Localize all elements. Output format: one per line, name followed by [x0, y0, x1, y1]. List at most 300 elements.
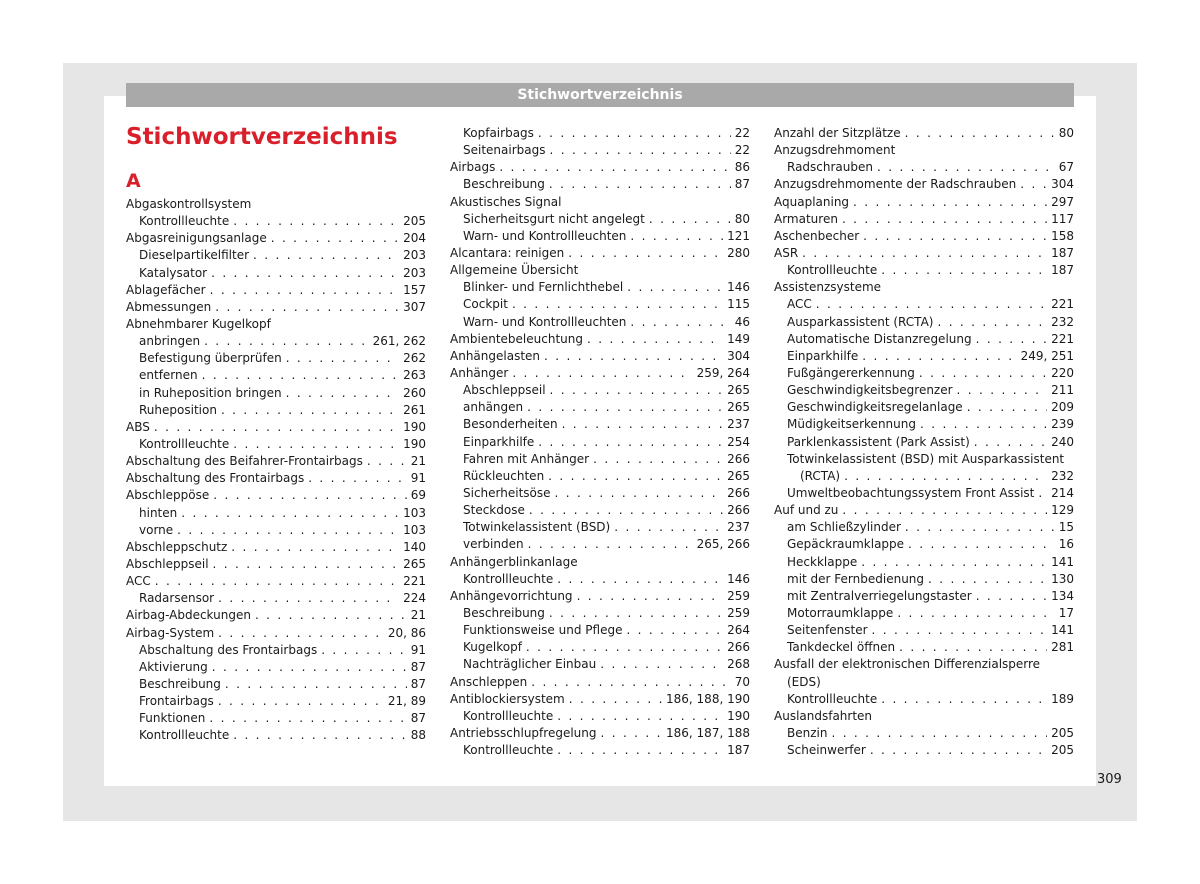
index-term: Airbags [450, 160, 496, 175]
index-page-refs: 186, 187, 188 [666, 725, 750, 740]
dot-leader [601, 725, 663, 742]
index-term: Benzin [787, 725, 828, 740]
index-entry [450, 674, 750, 691]
index-entry [126, 470, 426, 487]
dot-leader [562, 416, 724, 433]
index-entry [126, 625, 426, 642]
index-entry [774, 416, 1074, 433]
index-page-refs: 261 [403, 402, 426, 417]
index-page-refs: 281 [1051, 640, 1074, 655]
dot-leader [154, 419, 399, 436]
index-entry [450, 194, 750, 211]
index-term: Kontrollleuchte [463, 708, 554, 723]
index-page-refs: 22 [734, 143, 750, 158]
index-entry [774, 262, 1074, 279]
index-page-refs: 263 [403, 368, 426, 383]
index-entry [774, 451, 1074, 468]
dot-leader [649, 211, 731, 228]
dot-leader [549, 605, 723, 622]
index-entry [450, 554, 750, 571]
index-page-refs: 262 [403, 351, 426, 366]
index-page-refs: 237 [727, 520, 750, 535]
index-entry [774, 639, 1074, 656]
index-page-refs: 297 [1051, 194, 1074, 209]
index-term: Ausparkassistent (RCTA) [787, 314, 934, 329]
section-letter: A [126, 170, 141, 192]
dot-leader [974, 434, 1047, 451]
index-entry [450, 451, 750, 468]
dot-leader [286, 385, 400, 402]
index-term: Ablagefächer [126, 282, 206, 297]
index-term: Rückleuchten [463, 468, 545, 483]
index-term: Kopfairbags [463, 126, 534, 140]
dot-leader [549, 176, 731, 193]
index-page-refs: 209 [1051, 400, 1074, 415]
index-entry [126, 299, 426, 316]
dot-leader [526, 639, 723, 656]
dot-leader [577, 588, 724, 605]
index-entry [126, 539, 426, 556]
index-page-refs: 260 [403, 385, 426, 400]
index-term: Abschleppseil [463, 383, 546, 398]
index-term: anhängen [463, 400, 524, 415]
index-term: Frontairbags [139, 694, 214, 709]
index-term: Abschaltung des Frontairbags [139, 642, 318, 657]
index-term: (EDS) [787, 674, 821, 689]
index-page-refs: 237 [727, 417, 750, 432]
dot-leader [211, 265, 399, 282]
index-page-refs: 307 [403, 299, 426, 314]
index-entry [450, 622, 750, 639]
index-term: Kontrollleuchte [139, 728, 230, 743]
index-entry [774, 588, 1074, 605]
index-page-refs: 149 [727, 331, 750, 346]
index-term: Fahren mit Anhänger [463, 451, 590, 466]
dot-leader [587, 331, 723, 348]
index-page-refs: 304 [727, 348, 750, 363]
index-page-refs: 115 [727, 297, 750, 312]
dot-leader [626, 622, 723, 639]
index-entry [126, 316, 426, 333]
dot-leader [253, 247, 399, 264]
dot-leader [928, 571, 1047, 588]
dot-leader [512, 365, 692, 382]
index-term: Parklenkassistent (Park Assist) [787, 434, 970, 449]
index-page-refs: 264 [727, 623, 750, 638]
dot-leader [557, 708, 723, 725]
index-entry [450, 176, 750, 193]
dot-leader [1020, 176, 1047, 193]
dot-leader [937, 314, 1047, 331]
index-page-refs: 203 [403, 265, 426, 280]
index-term: Geschwindigkeitsregelanlage [787, 400, 963, 415]
index-entry [126, 385, 426, 402]
index-term: Scheinwerfer [787, 743, 866, 758]
index-page-refs: 304 [1051, 177, 1074, 192]
index-term: Automatische Distanzregelung [787, 331, 972, 346]
index-term: Totwinkelassistent (BSD) [463, 520, 611, 535]
index-page-refs: 214 [1051, 485, 1074, 500]
dot-leader [897, 605, 1054, 622]
index-term: Katalysator [139, 265, 208, 280]
index-entry [126, 505, 426, 522]
index-entry [774, 245, 1074, 262]
dot-leader [548, 468, 723, 485]
index-term: Aschenbecher [774, 228, 860, 243]
index-term: Warn- und Kontrollleuchten [463, 314, 627, 329]
index-term: Blinker- und Fernlichthebel [463, 280, 624, 295]
index-page-refs: 158 [1051, 228, 1074, 243]
index-term: Beschreibung [139, 676, 221, 691]
index-entry [126, 642, 426, 659]
index-page-refs: 259 [727, 588, 750, 603]
index-entry [126, 693, 426, 710]
index-term: Cockpit [463, 297, 508, 312]
dot-leader [861, 554, 1047, 571]
index-entry [774, 536, 1074, 553]
index-term: Anhängerblinkanlage [450, 554, 578, 569]
index-page-refs: 240 [1051, 434, 1074, 449]
index-entry [450, 399, 750, 416]
index-page-refs: 211 [1051, 383, 1074, 398]
dot-leader [233, 436, 399, 453]
index-entry [126, 333, 426, 350]
dot-leader [255, 607, 407, 624]
index-term: Anhängelasten [450, 348, 541, 363]
index-term: Ruheposition [139, 402, 217, 417]
dot-leader [531, 674, 731, 691]
index-entry [450, 588, 750, 605]
index-page-refs: 268 [727, 657, 750, 672]
index-page-refs: 254 [727, 434, 750, 449]
index-term: Anschleppen [450, 674, 528, 689]
index-entry [450, 245, 750, 262]
index-entry [450, 314, 750, 331]
index-term: Armaturen [774, 211, 838, 226]
dot-leader [225, 676, 407, 693]
dot-leader [802, 245, 1047, 262]
index-entry [774, 554, 1074, 571]
index-term: Kontrollleuchte [139, 436, 230, 451]
index-page-refs: 46 [734, 314, 750, 329]
index-entry [450, 742, 750, 759]
index-entry [126, 710, 426, 727]
page-title: Stichwortverzeichnis [126, 124, 398, 150]
index-entry [450, 211, 750, 228]
index-page-refs: 121 [727, 228, 750, 243]
dot-leader [881, 691, 1047, 708]
index-page-refs: 187 [727, 743, 750, 758]
index-entry [450, 656, 750, 673]
dot-leader [881, 262, 1047, 279]
index-entry [774, 142, 1074, 159]
index-term: anbringen [139, 334, 201, 349]
index-term: Einparkhilfe [463, 434, 535, 449]
index-entry [450, 468, 750, 485]
dot-leader [218, 693, 384, 710]
index-term: Allgemeine Übersicht [450, 263, 579, 278]
index-term: Geschwindigkeitsbegrenzer [787, 383, 953, 398]
dot-leader [627, 279, 723, 296]
index-entry [126, 607, 426, 624]
index-page-refs: 221 [1051, 331, 1074, 346]
index-term: Totwinkelassistent (BSD) mit Ausparkassistent [787, 451, 1065, 466]
index-term: Aquaplaning [774, 194, 850, 209]
dot-leader [905, 125, 1055, 142]
index-entry [126, 213, 426, 230]
index-term: Seitenfenster [787, 623, 868, 638]
index-page-refs: 190 [727, 708, 750, 723]
index-entry [774, 279, 1074, 296]
index-term: Kontrollleuchte [463, 743, 554, 758]
index-entry [774, 656, 1074, 673]
index-page-refs: 190 [403, 419, 426, 434]
index-page-refs: 129 [1051, 503, 1074, 518]
index-entry [450, 536, 750, 553]
dot-leader [957, 382, 1048, 399]
dot-leader [204, 333, 369, 350]
index-page-refs: 88 [410, 728, 426, 743]
index-term: Abschleppseil [126, 556, 209, 571]
index-page-refs: 249, 251 [1020, 348, 1074, 363]
index-entry [774, 691, 1074, 708]
index-entry [774, 708, 1074, 725]
index-entry [450, 434, 750, 451]
dot-leader [569, 691, 662, 708]
index-term: Beschreibung [463, 177, 545, 192]
index-page-refs: 205 [1051, 743, 1074, 758]
index-entry [126, 350, 426, 367]
index-entry [126, 247, 426, 264]
dot-leader [218, 590, 399, 607]
index-term: Antriebsschlupfregelung [450, 725, 597, 740]
index-page-refs: 15 [1058, 520, 1074, 535]
index-term: Sicherheitsgurt nicht angelegt [463, 211, 645, 226]
index-entry [450, 348, 750, 365]
index-term: Anzugsdrehmoment [774, 143, 896, 158]
index-page-refs: 265, 266 [696, 537, 750, 552]
index-page-refs: 21 [410, 608, 426, 623]
index-page-refs: 22 [734, 126, 750, 140]
index-term: Antiblockiersystem [450, 691, 565, 706]
index-page-refs: 280 [727, 245, 750, 260]
index-entry [450, 365, 750, 382]
index-page-refs: 87 [410, 659, 426, 674]
dot-leader [862, 348, 1016, 365]
index-term: in Ruheposition bringen [139, 385, 282, 400]
index-page-refs: 186, 188, 190 [666, 691, 750, 706]
index-term: Besonderheiten [463, 417, 558, 432]
dot-leader [593, 451, 723, 468]
index-entry [450, 639, 750, 656]
index-page-refs: 70 [734, 674, 750, 689]
index-entry [774, 725, 1074, 742]
index-column-2 [450, 125, 750, 759]
index-page-refs: 87 [734, 177, 750, 192]
index-entry [774, 519, 1074, 536]
index-page-refs: 141 [1051, 554, 1074, 569]
index-page-refs: 146 [727, 571, 750, 586]
index-entry [126, 522, 426, 539]
index-term: Assistenzsysteme [774, 280, 882, 295]
index-entry [126, 659, 426, 676]
index-entry [774, 365, 1074, 382]
index-term: Fußgängererkennung [787, 365, 915, 380]
dot-leader [550, 142, 731, 159]
dot-leader [512, 296, 723, 313]
dot-leader [555, 485, 724, 502]
index-term: Radschrauben [787, 160, 873, 175]
index-page-refs: 190 [403, 436, 426, 451]
index-term: Alcantara: reinigen [450, 245, 565, 260]
dot-leader [614, 519, 723, 536]
index-page-refs: 87 [410, 676, 426, 691]
dot-leader [213, 487, 407, 504]
index-entry [450, 708, 750, 725]
index-entry [126, 453, 426, 470]
index-term: Einparkhilfe [787, 348, 859, 363]
index-entry [774, 571, 1074, 588]
index-term: Auf und zu [774, 503, 839, 518]
index-entry [450, 485, 750, 502]
index-page-refs: 205 [403, 214, 426, 229]
index-page-refs: 21 [410, 454, 426, 469]
index-page-refs: 141 [1051, 623, 1074, 638]
dot-leader [853, 194, 1047, 211]
index-entry [774, 502, 1074, 519]
index-page-refs: 265 [403, 556, 426, 571]
dot-leader [213, 556, 400, 573]
dot-leader [321, 642, 407, 659]
index-entry [126, 727, 426, 744]
index-entry [450, 605, 750, 622]
index-entry [774, 314, 1074, 331]
index-entry [774, 605, 1074, 622]
dot-leader [544, 348, 723, 365]
index-page-refs: 21, 89 [387, 694, 426, 709]
page-number: 309 [1097, 772, 1122, 787]
index-term: mit Zentralverriegelungstaster [787, 588, 972, 603]
index-term: Warn- und Kontrollleuchten [463, 228, 627, 243]
index-page-refs: 265 [727, 468, 750, 483]
index-entry [774, 468, 1074, 485]
dot-leader [630, 314, 730, 331]
dot-leader [538, 125, 731, 142]
dot-leader [155, 573, 399, 590]
index-page-refs: 86 [734, 160, 750, 175]
index-entry [450, 725, 750, 742]
index-page-refs: 232 [1051, 314, 1074, 329]
index-term: Akustisches Signal [450, 194, 562, 209]
index-entry [774, 296, 1074, 313]
index-entry [126, 419, 426, 436]
index-entry [774, 742, 1074, 759]
index-term: Abgasreinigungsanlage [126, 231, 267, 246]
dot-leader [528, 536, 693, 553]
index-entry [450, 519, 750, 536]
index-term: Seitenairbags [463, 143, 546, 158]
index-column-1 [126, 196, 426, 745]
index-entry [774, 674, 1074, 691]
dot-leader [976, 331, 1047, 348]
index-term: Anhänger [450, 365, 509, 380]
index-entry [774, 211, 1074, 228]
index-term: (RCTA) [800, 468, 841, 483]
index-term: Anhängevorrichtung [450, 588, 573, 603]
index-page-refs: 261, 262 [372, 334, 426, 349]
dot-leader [1038, 485, 1047, 502]
index-page-refs: 67 [1058, 160, 1074, 175]
dot-leader [870, 742, 1047, 759]
index-term: Nachträglicher Einbau [463, 657, 597, 672]
dot-leader [842, 211, 1047, 228]
index-page-refs: 239 [1051, 417, 1074, 432]
index-page-refs: 187 [1051, 263, 1074, 278]
index-entry [450, 416, 750, 433]
dot-leader [181, 505, 399, 522]
index-page-refs: 224 [403, 591, 426, 606]
index-entry [450, 691, 750, 708]
index-entry [126, 230, 426, 247]
dot-leader [308, 470, 407, 487]
index-page-refs: 91 [410, 642, 426, 657]
index-term: Airbag-System [126, 625, 215, 640]
index-page-refs: 103 [403, 505, 426, 520]
index-entry [774, 485, 1074, 502]
index-term: Dieselpartikelfilter [139, 248, 250, 263]
index-entry [450, 331, 750, 348]
index-term: Kontrollleuchte [787, 691, 878, 706]
index-term: Funktionsweise und Pflege [463, 623, 623, 638]
index-term: Kontrollleuchte [139, 214, 230, 229]
dot-leader [557, 571, 723, 588]
index-term: ACC [126, 574, 151, 589]
index-entry [774, 434, 1074, 451]
dot-leader [908, 536, 1055, 553]
index-entry [126, 590, 426, 607]
dot-leader [202, 367, 399, 384]
dot-leader [600, 656, 723, 673]
dot-leader [527, 399, 723, 416]
index-term: ASR [774, 245, 799, 260]
index-entry [774, 194, 1074, 211]
index-entry [774, 331, 1074, 348]
index-page-refs: 117 [1051, 211, 1074, 226]
index-entry [774, 176, 1074, 193]
index-term: Abmessungen [126, 299, 212, 314]
index-term: Abschleppöse [126, 488, 210, 503]
index-page-refs: 266 [727, 640, 750, 655]
index-page-refs: 266 [727, 451, 750, 466]
dot-leader [210, 282, 399, 299]
index-term: Motorraumklappe [787, 605, 894, 620]
dot-leader [568, 245, 723, 262]
index-term: Beschreibung [463, 605, 545, 620]
index-page-refs: 17 [1058, 605, 1074, 620]
index-term: Befestigung überprüfen [139, 351, 282, 366]
index-term: Kontrollleuchte [463, 571, 554, 586]
dot-leader [976, 588, 1047, 605]
dot-leader [816, 296, 1047, 313]
index-term: verbinden [463, 537, 524, 552]
index-term: entfernen [139, 368, 198, 383]
index-page-refs: 87 [410, 711, 426, 726]
index-entry [774, 382, 1074, 399]
index-page-refs: 220 [1051, 365, 1074, 380]
index-page-refs: 103 [403, 522, 426, 537]
index-term: Anzugsdrehmomente der Radschrauben [774, 177, 1017, 192]
index-entry [774, 228, 1074, 245]
